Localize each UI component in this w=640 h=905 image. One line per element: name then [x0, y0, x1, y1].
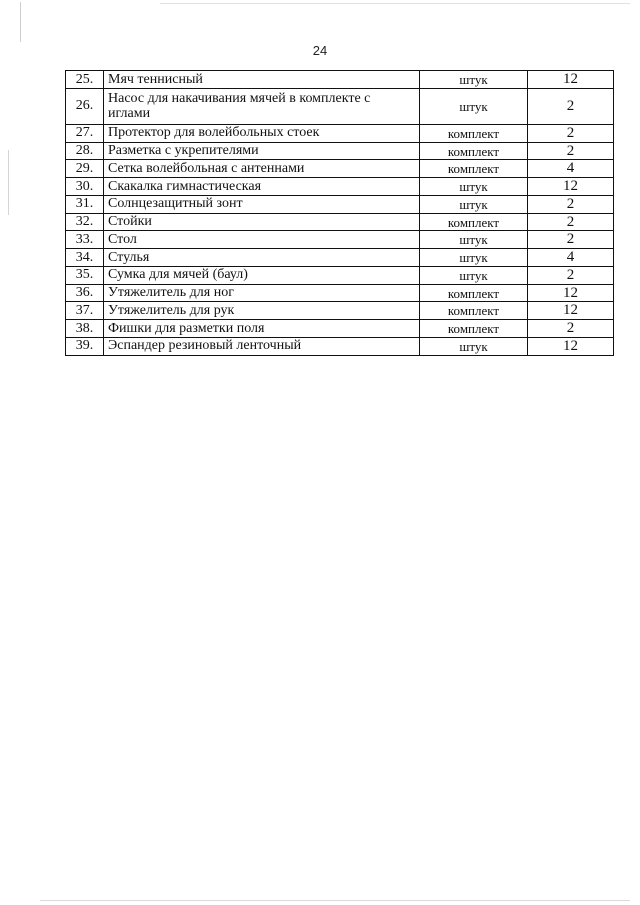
- table-row: [66, 213, 614, 231]
- table-row: [66, 231, 614, 249]
- item-unit: комплект: [420, 284, 528, 302]
- item-quantity: 12: [528, 178, 614, 196]
- item-name: Солнцезащитный зонт: [104, 195, 420, 213]
- row-number: 38.: [66, 320, 104, 338]
- item-name: Стойки: [104, 213, 420, 231]
- table-row: [66, 178, 614, 196]
- row-number: 26.: [66, 88, 104, 124]
- row-number: 35.: [66, 266, 104, 284]
- table-row: [66, 195, 614, 213]
- row-number: 30.: [66, 178, 104, 196]
- row-number: 32.: [66, 213, 104, 231]
- scan-edge-mark-top-line: [160, 3, 630, 4]
- item-quantity: 2: [528, 88, 614, 124]
- item-unit: комплект: [420, 302, 528, 320]
- scan-edge-mark-left: [8, 150, 9, 215]
- item-quantity: 2: [528, 266, 614, 284]
- item-unit: штук: [420, 266, 528, 284]
- scan-edge-mark-top: [20, 2, 21, 42]
- row-number: 27.: [66, 124, 104, 142]
- table-row: [66, 266, 614, 284]
- item-quantity: 12: [528, 284, 614, 302]
- item-name: Насос для накачивания мячей в комплекте с иглами: [104, 88, 420, 124]
- item-unit: штук: [420, 71, 528, 89]
- item-quantity: 4: [528, 249, 614, 267]
- item-quantity: 12: [528, 337, 614, 355]
- item-unit: штук: [420, 195, 528, 213]
- row-number: 37.: [66, 302, 104, 320]
- table-row: [66, 284, 614, 302]
- items-table: [65, 70, 614, 356]
- table-row: [66, 302, 614, 320]
- row-number: 39.: [66, 337, 104, 355]
- item-name: Разметка с укрепителями: [104, 142, 420, 160]
- item-unit: штук: [420, 337, 528, 355]
- table-row: [66, 88, 614, 124]
- item-quantity: 2: [528, 320, 614, 338]
- item-name: Мяч теннисный: [104, 71, 420, 89]
- table-row: [66, 124, 614, 142]
- row-number: 31.: [66, 195, 104, 213]
- item-name: Утяжелитель для ног: [104, 284, 420, 302]
- row-number: 25.: [66, 71, 104, 89]
- item-quantity: 2: [528, 124, 614, 142]
- item-unit: комплект: [420, 320, 528, 338]
- table-row: [66, 160, 614, 178]
- item-unit: штук: [420, 249, 528, 267]
- item-quantity: 12: [528, 302, 614, 320]
- item-name: Стол: [104, 231, 420, 249]
- row-number: 34.: [66, 249, 104, 267]
- row-number: 33.: [66, 231, 104, 249]
- item-quantity: 2: [528, 195, 614, 213]
- item-quantity: 2: [528, 231, 614, 249]
- item-unit: комплект: [420, 160, 528, 178]
- item-name: Стулья: [104, 249, 420, 267]
- item-quantity: 2: [528, 213, 614, 231]
- item-unit: комплект: [420, 142, 528, 160]
- scan-edge-mark-bottom-line: [40, 900, 630, 901]
- item-name: Скакалка гимнастическая: [104, 178, 420, 196]
- item-name: Эспандер резиновый ленточный: [104, 337, 420, 355]
- item-name: Сумка для мячей (баул): [104, 266, 420, 284]
- table-row: [66, 71, 614, 89]
- item-unit: комплект: [420, 124, 528, 142]
- table-row: [66, 320, 614, 338]
- page-number: 24: [312, 43, 328, 58]
- row-number: 29.: [66, 160, 104, 178]
- row-number: 28.: [66, 142, 104, 160]
- item-quantity: 12: [528, 71, 614, 89]
- item-name: Протектор для волейбольных стоек: [104, 124, 420, 142]
- table-row: [66, 142, 614, 160]
- item-unit: штук: [420, 88, 528, 124]
- item-unit: штук: [420, 178, 528, 196]
- item-quantity: 2: [528, 142, 614, 160]
- table-row: [66, 337, 614, 355]
- item-quantity: 4: [528, 160, 614, 178]
- item-unit: штук: [420, 231, 528, 249]
- item-name: Фишки для разметки поля: [104, 320, 420, 338]
- item-name: Сетка волейбольная с антеннами: [104, 160, 420, 178]
- item-name: Утяжелитель для рук: [104, 302, 420, 320]
- table-row: [66, 249, 614, 267]
- row-number: 36.: [66, 284, 104, 302]
- item-unit: комплект: [420, 213, 528, 231]
